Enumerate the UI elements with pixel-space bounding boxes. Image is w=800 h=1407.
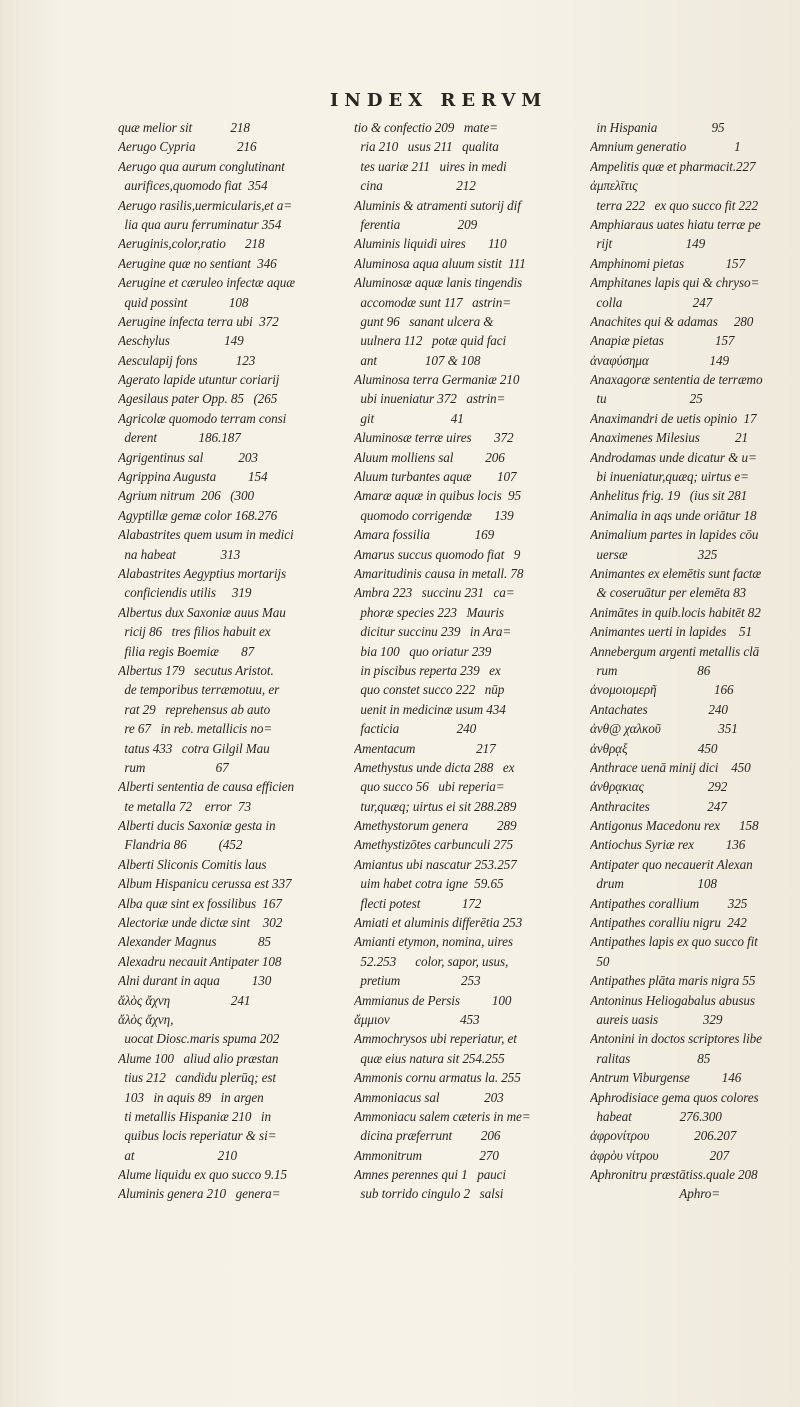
index-entry-line: quo succo 56 ubi reperia=: [354, 779, 505, 795]
index-entry-line: Anachites qui & adamas 280: [590, 313, 754, 329]
index-entry-line: Agrium nitrum 206 (300: [118, 488, 254, 504]
index-entry-line: Animalia in aqs unde oriātur 18: [590, 507, 757, 523]
index-column-2: [354, 118, 554, 1204]
index-entry-line: Amethystus unde dicta 288 ex: [354, 759, 515, 775]
index-entry-line: conficiendis utilis 319: [118, 585, 252, 601]
index-entry-line: Anhelitus frig. 19 (ius sit 281: [590, 488, 748, 504]
index-entry-line: quo constet succo 222 nūp: [354, 682, 505, 698]
index-entry-line: Animalium partes in lapides cōu: [590, 527, 759, 543]
index-entry-line: habeat 276.300: [590, 1108, 722, 1124]
index-entry-line: uersæ 325: [590, 546, 718, 562]
index-entry-line: Amiantus ubi nascatur 253.257: [354, 856, 517, 872]
index-entry-line: dicitur succinu 239 in Ara=: [354, 624, 512, 640]
index-entry-line: Anaximenes Milesius 21: [590, 430, 748, 446]
index-entry-line: Ammoniacus sal 203: [354, 1089, 504, 1105]
index-entry-line: colla 247: [590, 294, 713, 310]
index-entry-line: Alexadru necauit Antipater 108: [118, 953, 282, 969]
index-entry-line: ubi inueniatur 372 astrin=: [354, 391, 506, 407]
index-entry-line: Amarus succus quomodo fiat 9: [354, 546, 521, 562]
index-entry-line: ria 210 usus 211 qualita: [354, 139, 499, 155]
index-entry-line: Alexander Magnus 85: [118, 934, 271, 950]
index-entry-line: ant 107 & 108: [354, 352, 481, 368]
index-entry-line: quæ eius natura sit 254.255: [354, 1050, 505, 1066]
index-entry-line: Aluminis genera 210 genera=: [118, 1186, 281, 1202]
index-entry-line: Aerugo Cypria 216: [118, 139, 257, 155]
index-entry-line: ricij 86 tres filios habuit ex: [118, 624, 271, 640]
index-entry-line: Anapiæ pietas 157: [590, 333, 735, 349]
index-entry-line: 52.253 color, sapor, usus,: [354, 953, 509, 969]
index-entry-line: Aluminosa aqua aluum sistit 111: [354, 255, 526, 271]
index-entry-line: Anaximandri de uetis opinio 17: [590, 410, 757, 426]
index-entry-line: Ammochrysos ubi reperiatur, et: [354, 1031, 517, 1047]
index-entry-line: Aluminosa terra Germaniæ 210: [354, 372, 520, 388]
index-entry-line: Aerugine infecta terra ubi 372: [118, 313, 279, 329]
index-entry-line: Agerato lapide utuntur coriarij: [118, 372, 280, 388]
index-entry-line: Ammonitrum 270: [354, 1147, 499, 1163]
index-entry-line: re 67 in reb. metallicis no=: [118, 721, 273, 737]
index-entry-line: Amphitanes lapis qui & chryso=: [590, 275, 760, 291]
index-entry-line: Album Hispanicu cerussa est 337: [118, 876, 292, 892]
index-entry-line: aureis uasis 329: [590, 1011, 723, 1027]
index-entry-line: ἀνθρᾳκιας 292: [590, 779, 728, 795]
index-entry-line: bia 100 quo oriatur 239: [354, 643, 492, 659]
index-entry-line: Antrum Viburgense 146: [590, 1070, 742, 1086]
index-entry-line: ἀνθρᾳξ 450: [590, 740, 718, 756]
index-entry-line: Aphrodisiace gema quos colores: [590, 1089, 759, 1105]
index-entry-line: Alni durant in aqua 130: [118, 973, 272, 989]
index-entry-line: Amphiaraus uates hiatu terræ pe: [590, 216, 761, 232]
index-entry-line: Amentacum 217: [354, 740, 496, 756]
index-entry-line: Alectoriæ unde dictæ sint 302: [118, 915, 283, 931]
index-entry-line: te metalla 72 error 73: [118, 798, 251, 814]
index-entry-line: filia regis Boemiæ 87: [118, 643, 255, 659]
index-entry-line: Antachates 240: [590, 701, 728, 717]
index-entry-line: Amianti etymon, nomina, uires: [354, 934, 513, 950]
index-entry-line: accomodæ sunt 117 astrin=: [354, 294, 512, 310]
index-entry-line: Ammonis cornu armatus la. 255: [354, 1070, 521, 1086]
index-entry-line: Ambra 223 succinu 231 ca=: [354, 585, 515, 601]
index-entry-line: sub torrido cingulo 2 salsi: [354, 1186, 504, 1202]
index-entry-line: Antipathes corallium 325: [590, 895, 748, 911]
index-entry-line: terra 222 ex quo succo fit 222: [590, 197, 759, 213]
index-column-1: [118, 118, 318, 1204]
index-entry-line: Ammianus de Persis 100: [354, 992, 512, 1008]
index-entry-line: cina 212: [354, 178, 476, 194]
index-entry-line: rat 29 reprehensus ab auto: [118, 701, 271, 717]
index-entry-line: Albertus dux Saxoniæ auus Mau: [118, 604, 286, 620]
index-entry-line: Aesculapij fons 123: [118, 352, 256, 368]
index-entry-line: ἀνθ@ χαλκοῦ 351: [590, 721, 738, 737]
index-entry-line: Amaræ aquæ in quibus locis 95: [354, 488, 521, 504]
index-entry-line: Alume liquidu ex quo succo 9.15: [118, 1167, 288, 1183]
index-entry-line: Alberti ducis Saxoniæ gesta in: [118, 818, 276, 834]
index-entry-line: ἄλὸς ἄχνη 241: [118, 992, 251, 1008]
index-entry-line: Amphinomi pietas 157: [590, 255, 746, 271]
index-entry-line: aurifices,quomodo fiat 354: [118, 178, 268, 194]
index-entry-line: Aluminosæ aquæ lanis tingendis: [354, 275, 523, 291]
index-entry-line: gunt 96 sanant ulcera &: [354, 313, 494, 329]
index-entry-line: ἀμπελῖτις: [590, 178, 638, 194]
index-entry-line: Aluminis & atramenti sutorij dif: [354, 197, 521, 213]
index-entry-line: de temporibus terræmotuu, er: [118, 682, 280, 698]
index-entry-line: Agrippina Augusta 154: [118, 469, 268, 485]
index-entry-line: Agrigentinus sal 203: [118, 449, 258, 465]
index-entry-line: git 41: [354, 410, 464, 426]
index-entry-line: na habeat 313: [118, 546, 241, 562]
index-entry-line: Aerugo qua aurum conglutinant: [118, 158, 285, 174]
index-entry-line: derent 186.187: [118, 430, 241, 446]
index-entry-line: Antipater quo necauerit Alexan: [590, 856, 753, 872]
index-entry-line: tatus 433 cotra Gilgil Mau: [118, 740, 270, 756]
index-column-3: [590, 118, 790, 1204]
index-entry-line: Alume 100 aliud alio præstan: [118, 1050, 279, 1066]
index-entry-line: Amethystizōtes carbunculi 275: [354, 837, 513, 853]
index-entry-line: at 210: [118, 1147, 238, 1163]
index-entry-line: Ammoniacu salem cæteris in me=: [354, 1108, 531, 1124]
index-entry-line: Agesilaus pater Opp. 85 (265: [118, 391, 278, 407]
index-entry-line: Antoninus Heliogabalus abusus: [590, 992, 755, 1008]
index-entry-line: Annebergum argenti metallis clā: [590, 643, 760, 659]
index-entry-line: lia qua auru ferruminatur 354: [118, 216, 282, 232]
index-entry-line: & coseruātur per elemēta 83: [590, 585, 747, 601]
index-entry-line: ferentia 209: [354, 216, 478, 232]
index-entry-line: Alberti sententia de causa efficien: [118, 779, 294, 795]
index-entry-line: flecti potest 172: [354, 895, 482, 911]
index-entry-line: bi inueniatur,quæq; uirtus e=: [590, 469, 749, 485]
index-entry-line: ralitas 85: [590, 1050, 711, 1066]
index-entry-line: Androdamas unde dicatur & u=: [590, 449, 757, 465]
index-entry-line: Alabastrites quem usum in medici: [118, 527, 294, 543]
index-entry-line: Aphronitru præstātiss.quale 208: [590, 1167, 758, 1183]
index-entry-line: Anaxagoræ sententia de terræmo: [590, 372, 763, 388]
index-entry-line: Aerugine et cæruleo infectæ aquæ: [118, 275, 295, 291]
index-entry-line: dicina præferrunt 206: [354, 1128, 501, 1144]
index-entry-line: Aeruginis,color,ratio 218: [118, 236, 265, 252]
index-entry-line: in piscibus reperta 239 ex: [354, 662, 501, 678]
index-entry-line: in Hispania 95: [590, 120, 725, 135]
index-entry-line: drum 108: [590, 876, 717, 892]
index-entry-line: tur,quæq; uirtus ei sit 288.289: [354, 798, 517, 814]
index-entry-line: Antipathes plāta maris nigra 55: [590, 973, 756, 989]
index-entry-line: Antiochus Syriæ rex 136: [590, 837, 746, 853]
index-entry-line: ti metallis Hispaniæ 210 in: [118, 1108, 271, 1124]
index-entry-line: 50: [590, 953, 610, 969]
index-entry-line: Aphro=: [590, 1186, 721, 1202]
index-entry-line: tes uariæ 211 uires in medi: [354, 158, 507, 174]
index-entry-line: Antigonus Macedonu rex 158: [590, 818, 759, 834]
index-entry-line: tius 212 candidu plerūq; est: [118, 1070, 276, 1086]
index-entry-line: Agricolæ quomodo terram consi: [118, 410, 287, 426]
index-entry-line: 103 in aquis 89 in argen: [118, 1089, 264, 1105]
index-entry-line: Alba quæ sint ex fossilibus 167: [118, 895, 282, 911]
index-entry-line: tio & confectio 209 mate=: [354, 120, 498, 135]
index-entry-line: Antonini in doctos scriptores libe: [590, 1031, 762, 1047]
index-entry-line: uenit in medicinæ usum 434: [354, 701, 506, 717]
index-entry-line: ἀφρὸυ νίτρου 207: [590, 1147, 730, 1163]
index-entry-line: Flandria 86 (452: [118, 837, 243, 853]
index-entry-line: Aluum turbantes aquæ 107: [354, 469, 517, 485]
index-entry-line: Aluminosæ terræ uires 372: [354, 430, 514, 446]
index-entry-line: Aluminis liquidi uires 110: [354, 236, 507, 252]
index-entry-line: facticia 240: [354, 721, 477, 737]
index-entry-line: Aeschylus 149: [118, 333, 244, 349]
index-entry-line: Alberti Sliconis Comitis laus: [118, 856, 267, 872]
index-entry-line: quæ melior sit 218: [118, 120, 250, 135]
index-columns: [118, 118, 790, 1298]
index-entry-line: Animantes uerti in lapides 51: [590, 624, 752, 640]
running-head: INDEX RERVM: [330, 90, 548, 111]
index-entry-line: ἄμμιον 453: [354, 1011, 480, 1027]
index-entry-line: Animantes ex elemētis sunt factæ: [590, 565, 762, 581]
index-entry-line: Antipathes lapis ex quo succo fit: [590, 934, 758, 950]
index-entry-line: rum 86: [590, 662, 711, 678]
index-entry-line: Amaritudinis causa in metall. 78: [354, 565, 524, 581]
index-entry-line: tu 25: [590, 391, 703, 407]
index-entry-line: ἄλὸς ἄχνη,: [118, 1011, 174, 1027]
index-entry-line: Amara fossilia 169: [354, 527, 495, 543]
index-entry-line: Aerugine quæ no sentiant 346: [118, 255, 277, 271]
index-entry-line: Amiati et aluminis differētia 253: [354, 915, 523, 931]
index-entry-line: pretium 253: [354, 973, 481, 989]
index-entry-line: ἀναφύσημα 149: [590, 352, 729, 368]
index-entry-line: phoræ species 223 Mauris: [354, 604, 504, 620]
index-entry-line: Animātes in quib.locis habitēt 82: [590, 604, 761, 620]
index-entry-line: quomodo corrigendæ 139: [354, 507, 514, 523]
index-entry-line: uulnera 112 potæ quid faci: [354, 333, 507, 349]
index-entry-line: quibus locis reperiatur & si=: [118, 1128, 277, 1144]
index-entry-line: quid possint 108: [118, 294, 249, 310]
index-entry-line: Albertus 179 secutus Aristot.: [118, 662, 274, 678]
index-entry-line: uim habet cotra igne 59.65: [354, 876, 504, 892]
index-entry-line: Alabastrites Aegyptius mortarijs: [118, 565, 286, 581]
index-entry-line: ἀφρονίτρου 206.207: [590, 1128, 737, 1144]
index-entry-line: rum 67: [118, 759, 229, 775]
index-entry-line: Agyptillæ gemæ color 168.276: [118, 507, 278, 523]
index-entry-line: Antipathes coralliu nigru 242: [590, 915, 747, 931]
index-entry-line: Anthracites 247: [590, 798, 727, 814]
index-entry-line: Amnes perennes qui 1 pauci: [354, 1167, 506, 1183]
index-entry-line: Amethystorum genera 289: [354, 818, 517, 834]
index-entry-line: rijt 149: [590, 236, 706, 252]
index-entry-line: Anthrace uenā minij dici 450: [590, 759, 751, 775]
index-entry-line: Aerugo rasilis,uermicularis,et a=: [118, 197, 293, 213]
index-entry-line: ἀνομοιομερῆ 166: [590, 682, 734, 698]
index-entry-line: Aluum molliens sal 206: [354, 449, 505, 465]
index-entry-line: Ampelitis quæ et pharmacit.227: [590, 158, 756, 174]
index-entry-line: Amnium generatio 1: [590, 139, 741, 155]
index-entry-line: uocat Diosc.maris spuma 202: [118, 1031, 280, 1047]
